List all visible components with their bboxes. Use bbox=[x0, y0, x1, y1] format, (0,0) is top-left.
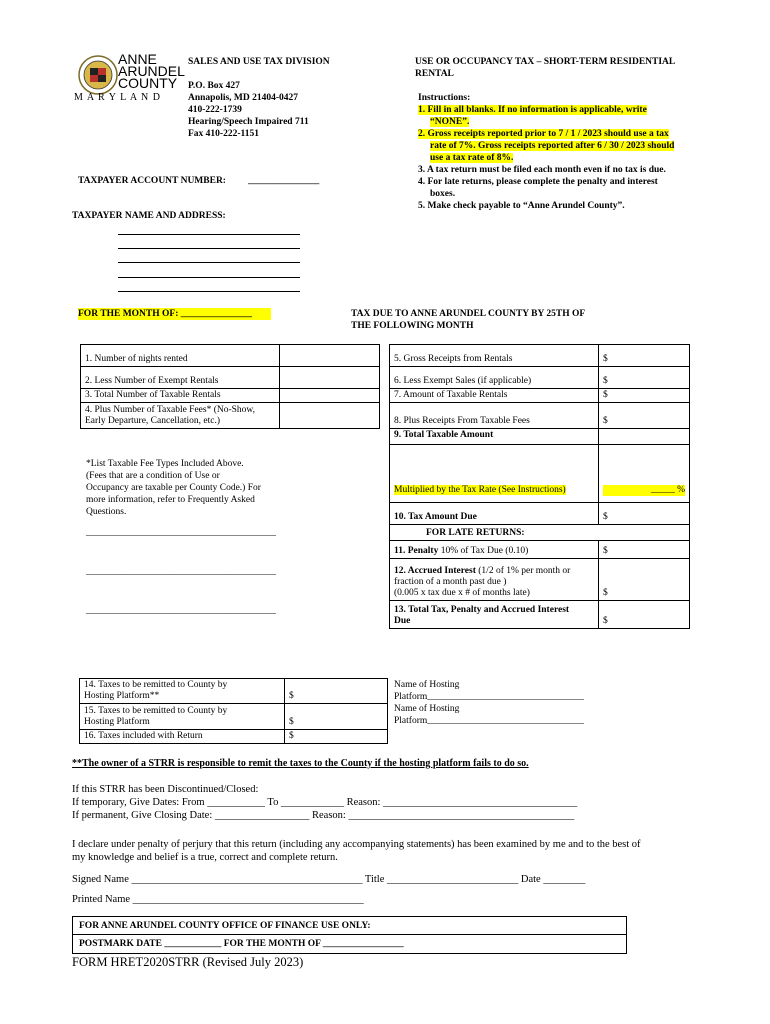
logo-state: M A R Y L A N D bbox=[74, 92, 161, 103]
owner-note: **The owner of a STRR is responsible to remit the taxes to the County if the hosting platform fails to do so. bbox=[72, 758, 529, 769]
platform-name-1-label: Name of Hosting bbox=[394, 680, 460, 690]
logo-wordmark bbox=[118, 53, 185, 89]
late-returns-header: FOR LATE RETURNS: bbox=[390, 525, 690, 541]
row-8-label: 8. Plus Receipts From Taxable Fees bbox=[390, 403, 599, 429]
logo-line-3: COUNTY bbox=[118, 75, 178, 91]
row-6-label: 6. Less Exempt Sales (if applicable) bbox=[390, 367, 599, 389]
hosting-platform-names bbox=[394, 679, 584, 727]
fee-note bbox=[86, 458, 261, 518]
row-4-label bbox=[81, 403, 280, 429]
row-15-value[interactable] bbox=[285, 704, 388, 730]
fee-type-line-3[interactable]: ________________________________________ bbox=[86, 606, 276, 616]
row-4-line-a: 4. Plus Number of Taxable Fees* (No-Show, bbox=[85, 405, 256, 415]
account-label: TAXPAYER ACCOUNT NUMBER: bbox=[78, 176, 226, 186]
month-label: FOR THE MONTH OF: bbox=[78, 309, 179, 319]
dollar-7: $ bbox=[603, 390, 608, 400]
fee-note-4: more information, refer to Frequently Asked bbox=[86, 495, 255, 505]
platform-name-2-field[interactable]: Platform_________________________________ bbox=[394, 716, 584, 726]
row-12-desc-b: fraction of a month past due ) bbox=[394, 577, 507, 587]
instructions bbox=[418, 92, 718, 212]
instructions-heading: Instructions: bbox=[418, 93, 471, 103]
row-2-value[interactable] bbox=[280, 367, 380, 389]
signature-line[interactable]: Signed Name ____________________________________________ Title _________________________ Date ________ bbox=[72, 874, 586, 885]
row-10-value[interactable] bbox=[599, 503, 690, 525]
declaration-line-1: I declare under penalty of perjury that this return (including any accompanying statements) has been examined by me and to the best of bbox=[72, 839, 641, 850]
row-15-label bbox=[80, 704, 285, 730]
row-8-value[interactable] bbox=[599, 403, 690, 429]
row-5-label: 5. Gross Receipts from Rentals bbox=[390, 345, 599, 367]
row-9-label: 9. Total Taxable Amount bbox=[390, 429, 599, 445]
fee-note-5: Questions. bbox=[86, 507, 127, 517]
row-1-value[interactable] bbox=[280, 345, 380, 367]
account-number-field[interactable]: _______________ bbox=[248, 176, 320, 186]
row-4-line-b: Early Departure, Cancellation, etc.) bbox=[85, 416, 221, 426]
dollar-10: $ bbox=[603, 512, 608, 522]
instruction-1: 1. Fill in all blanks. If no information is applicable, write bbox=[418, 105, 647, 115]
row-5-value[interactable] bbox=[599, 345, 690, 367]
row-13-label bbox=[390, 601, 599, 629]
row-16-value[interactable] bbox=[285, 730, 388, 744]
row-13-line-a: 13. Total Tax, Penalty and Accrued Interest bbox=[394, 605, 570, 615]
discontinued-heading: If this STRR has been Discontinued/Closed: bbox=[72, 784, 259, 795]
platform-table bbox=[79, 678, 388, 744]
rate-value[interactable] bbox=[599, 445, 690, 503]
row-3-label: 3. Total Number of Taxable Rentals bbox=[81, 389, 280, 403]
row-14-line-b: Hosting Platform** bbox=[84, 691, 160, 701]
rate-label bbox=[390, 445, 599, 503]
dollar-12: $ bbox=[603, 588, 608, 598]
permanent-date-field[interactable]: If permanent, Give Closing Date: __________________ Reason: ___________________________________________ bbox=[72, 810, 575, 821]
office-use-box bbox=[72, 916, 627, 954]
month-field[interactable] bbox=[78, 308, 271, 320]
division-block bbox=[188, 56, 330, 140]
declaration-line-2: my knowledge and belief is a true, correct and complete return. bbox=[72, 852, 338, 863]
platform-name-1-field[interactable]: Platform_________________________________ bbox=[394, 692, 584, 702]
row-12-label bbox=[390, 559, 599, 601]
dollar-8: $ bbox=[603, 416, 608, 426]
row-11-desc: 10% of Tax Due (0.10) bbox=[440, 546, 529, 556]
row-13-value[interactable] bbox=[599, 601, 690, 629]
due-line-2: THE FOLLOWING MONTH bbox=[351, 321, 474, 331]
logo-line-1: ANNE bbox=[118, 51, 157, 67]
county-seal-logo bbox=[78, 55, 118, 95]
row-6-value[interactable] bbox=[599, 367, 690, 389]
printed-name-line[interactable]: Printed Name ____________________________________________ bbox=[72, 894, 364, 905]
rate-text: Multiplied by the Tax Rate (See Instructions) bbox=[394, 485, 566, 495]
dollar-11: $ bbox=[603, 546, 608, 556]
dollar-14: $ bbox=[289, 691, 294, 701]
row-12-title: 12. Accrued Interest bbox=[394, 566, 476, 576]
form-title bbox=[415, 56, 675, 80]
platform-name-2-label: Name of Hosting bbox=[394, 704, 460, 714]
instruction-1b: “NONE”. bbox=[430, 117, 470, 127]
row-3-value[interactable] bbox=[280, 389, 380, 403]
row-14-label bbox=[80, 679, 285, 704]
instruction-5: 5. Make check payable to “Anne Arundel County”. bbox=[418, 201, 625, 211]
division-hearing: Hearing/Speech Impaired 711 bbox=[188, 117, 309, 127]
instruction-2c: use a tax rate of 8%. bbox=[430, 153, 514, 163]
logo-line-2: ARUNDEL bbox=[118, 63, 185, 79]
row-11-title: 11. Penalty bbox=[394, 546, 439, 556]
row-1-label: 1. Number of nights rented bbox=[81, 345, 280, 367]
fee-note-1: *List Taxable Fee Types Included Above. bbox=[86, 459, 244, 469]
postmark-field[interactable]: POSTMARK DATE ____________ FOR THE MONTH OF _________________ bbox=[79, 939, 404, 949]
row-11-label bbox=[390, 541, 599, 559]
row-16-label: 16. Taxes included with Return bbox=[80, 730, 285, 744]
office-use-title: FOR ANNE ARUNDEL COUNTY OFFICE OF FINANCE USE ONLY: bbox=[73, 917, 626, 935]
row-13-line-b: Due bbox=[394, 616, 411, 626]
row-15-line-b: Hosting Platform bbox=[84, 717, 150, 727]
form-title-line-1: USE OR OCCUPANCY TAX – SHORT-TERM RESIDENTIAL bbox=[415, 57, 676, 67]
fee-note-3: Occupancy are taxable per County Code.) For bbox=[86, 483, 261, 493]
form-number: FORM HRET2020STRR (Revised July 2023) bbox=[72, 955, 304, 969]
receipts-table bbox=[389, 344, 690, 629]
row-7-value[interactable] bbox=[599, 389, 690, 403]
due-text bbox=[351, 308, 585, 332]
row-15-line-a: 15. Taxes to be remitted to County by bbox=[84, 706, 228, 716]
row-2-label: 2. Less Number of Exempt Rentals bbox=[81, 367, 280, 389]
division-title: SALES AND USE TAX DIVISION bbox=[188, 57, 330, 67]
division-phone: 410-222-1739 bbox=[188, 105, 242, 115]
name-address-label: TAXPAYER NAME AND ADDRESS: bbox=[72, 211, 226, 221]
row-12-desc-c: (0.005 x tax due x # of months late) bbox=[394, 588, 530, 598]
instruction-4: 4. For late returns, please complete the penalty and interest bbox=[418, 177, 658, 187]
dollar-15: $ bbox=[289, 717, 294, 727]
instruction-2b: rate of 7%. Gross receipts reported after 6 / 30 / 2023 should bbox=[430, 141, 675, 151]
division-address-1: P.O. Box 427 bbox=[188, 81, 240, 91]
dollar-13: $ bbox=[603, 616, 608, 626]
row-14-line-a: 14. Taxes to be remitted to County by bbox=[84, 680, 228, 690]
dollar-6: $ bbox=[603, 376, 608, 386]
declaration bbox=[72, 838, 641, 864]
fee-type-line-1[interactable]: ________________________________________ bbox=[86, 528, 276, 538]
dollar-16: $ bbox=[289, 731, 294, 741]
row-4-value[interactable] bbox=[280, 403, 380, 429]
row-14-value[interactable] bbox=[285, 679, 388, 704]
dollar-5: $ bbox=[603, 354, 608, 364]
form-title-line-2: RENTAL bbox=[415, 69, 454, 79]
row-12-desc: (1/2 of 1% per month or bbox=[478, 566, 571, 576]
instruction-3: 3. A tax return must be filed each month even if no tax is due. bbox=[418, 165, 666, 175]
instruction-4b: boxes. bbox=[430, 189, 456, 199]
row-9-value[interactable] bbox=[599, 429, 690, 445]
fee-type-line-2[interactable]: ________________________________________ bbox=[86, 567, 276, 577]
row-10-label: 10. Tax Amount Due bbox=[390, 503, 599, 525]
row-11-value[interactable] bbox=[599, 541, 690, 559]
rental-count-table bbox=[80, 344, 380, 429]
fee-note-2: (Fees that are a condition of Use or bbox=[86, 471, 220, 481]
rate-blank: _____ % bbox=[650, 485, 685, 495]
due-line-1: TAX DUE TO ANNE ARUNDEL COUNTY BY 25TH OF bbox=[351, 309, 586, 319]
row-7-label: 7. Amount of Taxable Rentals bbox=[390, 389, 599, 403]
division-address-2: Annapolis, MD 21404-0427 bbox=[188, 93, 299, 103]
temporary-dates-field[interactable]: If temporary, Give Dates: From ___________ To ____________ Reason: _____________________________________ bbox=[72, 797, 578, 808]
discontinued-block bbox=[72, 783, 577, 822]
month-blank: _______________ bbox=[180, 309, 252, 319]
division-fax: Fax 410-222-1151 bbox=[188, 129, 259, 139]
row-12-value[interactable] bbox=[599, 559, 690, 601]
instruction-2: 2. Gross receipts reported prior to 7 / 1 / 2023 should use a tax bbox=[418, 129, 669, 139]
